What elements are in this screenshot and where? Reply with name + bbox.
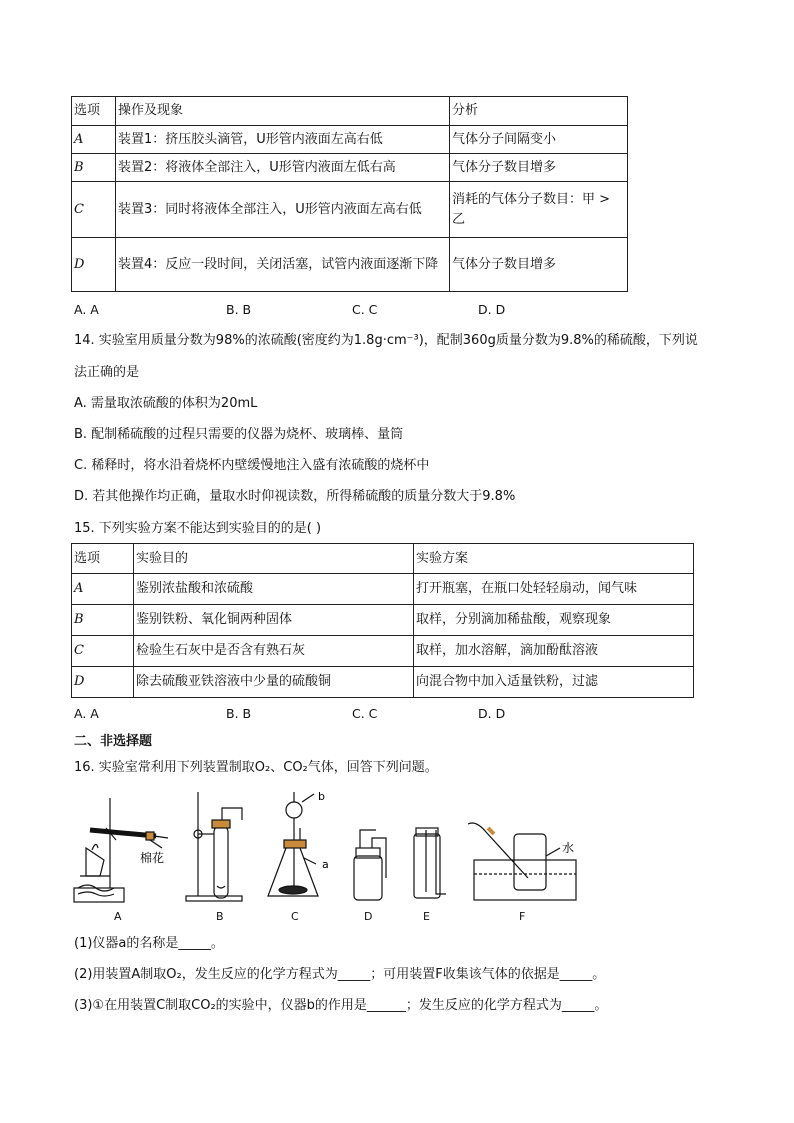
q14-option-c[interactable]: C. 稀释时，将水沿着烧杯内壁缓慢地注入盛有浓硫酸的烧杯中 (74, 458, 430, 473)
q16-sub2: (2)用装置A制取O₂，发生反应的化学方程式为_____；可用装置F收集该气体的依据是_____。 (74, 967, 606, 982)
q13-table (71, 96, 628, 292)
table-cell-analysis: 气体分子数目增多 (450, 238, 628, 292)
choice-c[interactable]: C. C (352, 706, 378, 721)
table-cell-operation: 装置3：同时将液体全部注入，U形管内液面左高右低 (116, 182, 450, 238)
table-header: 操作及现象 (116, 97, 450, 126)
label-water: 水 (562, 841, 575, 855)
figure-label-e: E (423, 910, 430, 923)
table-cell-plan: 打开瓶塞，在瓶口处轻轻扇动，闻气味 (414, 574, 694, 605)
table-header: 分析 (450, 97, 628, 126)
table-cell-plan: 取样，加水溶解，滴加酚酞溶液 (414, 636, 694, 667)
table-cell-analysis: 气体分子间隔变小 (450, 126, 628, 154)
table-cell-option: D (72, 238, 116, 292)
figure-label-c: C (291, 910, 299, 923)
choice-d[interactable]: D. D (478, 302, 506, 317)
apparatus-e (414, 828, 446, 898)
apparatus-d (354, 830, 386, 900)
table-cell-operation: 装置2：将液体全部注入，U形管内液面左低右高 (116, 154, 450, 182)
table-header: 实验目的 (134, 544, 414, 574)
section-heading: 二、非选择题 (74, 734, 153, 749)
table-cell-analysis: 消耗的气体分子数目：甲 > 乙 (450, 182, 628, 238)
table-cell-goal: 鉴别浓盐酸和浓硫酸 (134, 574, 414, 605)
table-cell-plan: 取样，分别滴加稀盐酸，观察现象 (414, 605, 694, 636)
table-cell-operation: 装置4：反应一段时间，关闭活塞，试管内液面逐渐下降 (116, 238, 450, 292)
table-cell-goal: 除去硫酸亚铁溶液中少量的硫酸铜 (134, 667, 414, 698)
figure-label-f: F (519, 910, 526, 923)
q16-sub1: (1)仪器a的名称是_____。 (74, 936, 224, 951)
table-cell-plan: 向混合物中加入适量铁粉，过滤 (414, 667, 694, 698)
table-cell-goal: 鉴别铁粉、氧化铜两种固体 (134, 605, 414, 636)
choice-a[interactable]: A. A (74, 302, 99, 317)
choice-c[interactable]: C. C (352, 302, 378, 317)
table-cell-option: B (72, 154, 116, 182)
q14-stem-line1: 14. 实验室用质量分数为98%的浓硫酸(密度约为1.8g·cm⁻³)，配制360g质量分数为9.8%的稀硫酸，下列说 (74, 333, 698, 348)
figure-label-a: A (114, 910, 122, 923)
q14-option-b[interactable]: B. 配制稀硫酸的过程只需要的仪器为烧杯、玻璃棒、量筒 (74, 427, 404, 442)
q16-stem: 16. 实验室常利用下列装置制取O₂、CO₂气体，回答下列问题。 (74, 760, 438, 775)
choice-d[interactable]: D. D (478, 706, 506, 721)
table-header: 选项 (72, 544, 134, 574)
table-cell-analysis: 气体分子数目增多 (450, 154, 628, 182)
table-cell-goal: 检验生石灰中是否含有熟石灰 (134, 636, 414, 667)
label-b: b (318, 790, 325, 803)
table-cell-option: B (72, 605, 134, 636)
q14-option-a[interactable]: A. 需量取浓硫酸的体积为20mL (74, 396, 258, 411)
figure-label-b: B (216, 910, 224, 923)
q14-stem-line2: 法正确的是 (74, 365, 140, 380)
apparatus-f (468, 823, 576, 900)
apparatus-b (186, 792, 242, 901)
table-cell-option: A (72, 574, 134, 605)
apparatus-c (268, 792, 318, 896)
table-cell-option: C (72, 636, 134, 667)
table-cell-operation: 装置1：挤压胶头滴管，U形管内液面左高右低 (116, 126, 450, 154)
choice-a[interactable]: A. A (74, 706, 99, 721)
q14-option-d[interactable]: D. 若其他操作均正确，量取水时仰视读数，所得稀硫酸的质量分数大于9.8% (74, 489, 516, 504)
table-header: 实验方案 (414, 544, 694, 574)
label-cotton: 棉花 (140, 851, 165, 865)
table-cell-option: A (72, 126, 116, 154)
apparatus-figure (70, 790, 590, 925)
table-cell-option: D (72, 667, 134, 698)
figure-label-d: D (364, 910, 373, 923)
table-cell-option: C (72, 182, 116, 238)
choice-b[interactable]: B. B (226, 706, 252, 721)
label-a: a (322, 858, 329, 871)
q16-sub3: (3)①在用装置C制取CO₂的实验中，仪器b的作用是______；发生反应的化学方程式为_____。 (74, 998, 608, 1013)
table-header: 选项 (72, 97, 116, 126)
choice-b[interactable]: B. B (226, 302, 252, 317)
q15-table (71, 543, 694, 698)
apparatus-a (74, 798, 168, 902)
q15-stem: 15. 下列实验方案不能达到实验目的的是( ) (74, 521, 322, 536)
